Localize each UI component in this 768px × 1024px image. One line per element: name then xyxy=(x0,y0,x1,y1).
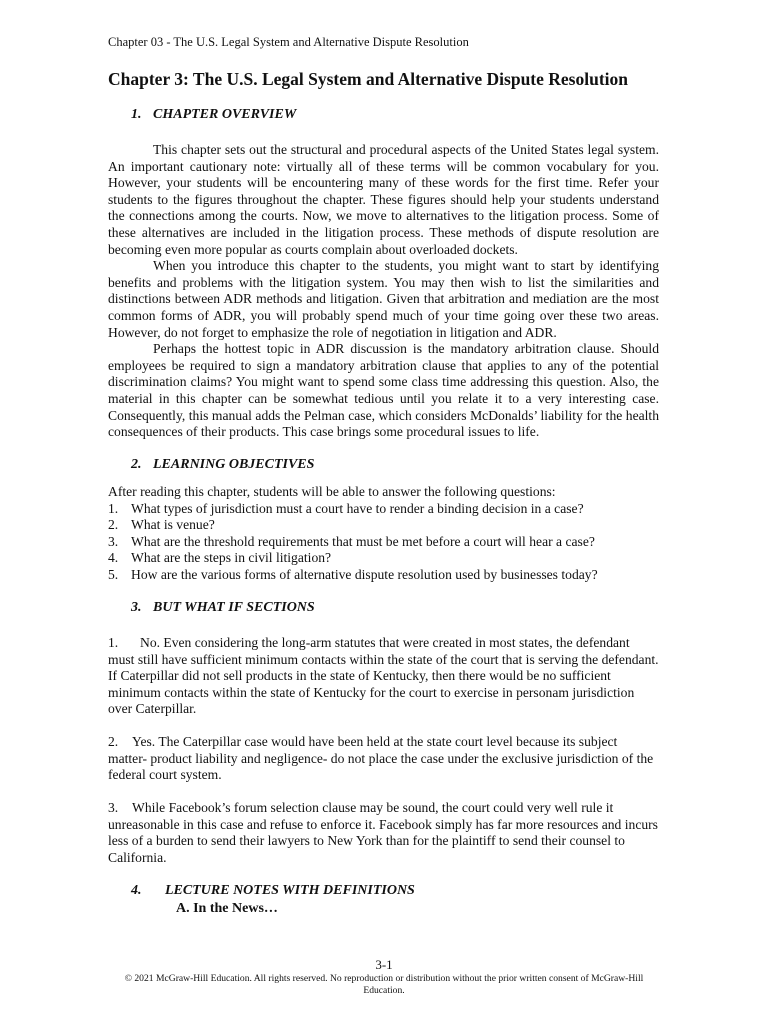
section-number: 3. xyxy=(131,600,142,615)
copyright-text: © 2021 McGraw-Hill Education. All rights reserved. No reproduction or distribution without the prior written consent of McGraw-Hill Education. xyxy=(124,973,644,996)
section-title: CHAPTER OVERVIEW xyxy=(153,107,297,122)
list-number: 3. xyxy=(108,800,119,815)
list-number: 1. xyxy=(108,635,119,650)
list-text: What are the steps in civil litigation? xyxy=(131,550,332,566)
section-title: LEARNING OBJECTIVES xyxy=(153,457,315,472)
list-text: What is venue? xyxy=(131,517,215,533)
list-item xyxy=(108,567,659,584)
list-text: No. Even considering the long-arm statutes that were created in most states, the defendant must still have sufficient minimum contacts within the state of the court that is serving the defendant. If Caterpillar did not sell products in the state of Kentucky, then there would be no sufficient minimum contacts within the state of Kentucky for the court to exercise in personam jurisdiction over Caterpillar. xyxy=(108,635,659,717)
list-text: What types of jurisdiction must a court have to render a binding decision in a case? xyxy=(131,500,584,516)
but-what-if-item xyxy=(108,635,659,718)
list-item xyxy=(108,517,659,534)
list-text: What are the threshold requirements that must be met before a court will hear a case? xyxy=(131,533,595,549)
objectives-intro: After reading this chapter, students will be able to answer the following questions: xyxy=(108,484,556,499)
section-title: LECTURE NOTES WITH DEFINITIONS xyxy=(165,883,415,898)
list-text: While Facebook’s forum selection clause may be sound, the court could very well rule it unreasonable in this case and refuse to enforce it. Facebook simply has far more resources and incurs less of a burden to send their lawyers to New York than for the plaintiff to send their counsel to California. xyxy=(108,800,658,865)
but-what-if-item xyxy=(108,800,659,866)
objectives-list xyxy=(108,501,659,584)
but-what-if-item xyxy=(108,734,659,784)
section-number: 2. xyxy=(131,457,142,472)
page-number: 3-1 xyxy=(375,957,393,972)
list-item xyxy=(108,550,659,567)
section-heading-overview xyxy=(131,107,296,123)
section-heading-but-what-if xyxy=(131,600,315,616)
objectives-body xyxy=(108,484,659,584)
overview-paragraph: When you introduce this chapter to the students, you might want to start by identifying benefits and problems with the litigation system. You may then wish to list the similarities and distinctions between ADR methods and litigation. Given that arbitration and mediation are the most common forms of ADR, you will probably spend much of your time going over these two areas. However, do not forget to emphasize the role of negotiation in litigation and ADR. xyxy=(108,258,659,340)
subsection-heading: A. In the News… xyxy=(176,901,278,916)
section-number: 1. xyxy=(131,107,142,122)
section-number: 4. xyxy=(131,883,142,898)
list-text: How are the various forms of alternative dispute resolution used by businesses today? xyxy=(131,566,598,582)
overview-body xyxy=(108,142,659,441)
overview-paragraph: Perhaps the hottest topic in ADR discussion is the mandatory arbitration clause. Should employees be required to sign a mandatory arbitration clause that applies to any of the potential discrimination claims? You might want to spend some class time addressing this question. Also, the material in this chapter can be somewhat tedious until you relate it to a very interesting case. Consequently, this manual adds the Pelman case, which considers McDonalds’ liability for the health consequences of their products. This case brings some procedural issues to life. xyxy=(108,341,659,440)
list-text: Yes. The Caterpillar case would have been held at the state court level because its subject matter- product liability and negligence- do not place the case under the exclusive jurisdiction of the federal court system. xyxy=(108,734,654,783)
list-number: 1. xyxy=(108,500,119,516)
chapter-title: Chapter 3: The U.S. Legal System and Alternative Dispute Resolution xyxy=(108,69,629,89)
list-number: 5. xyxy=(108,566,119,582)
list-number: 2. xyxy=(108,517,119,533)
running-header: Chapter 03 - The U.S. Legal System and Alternative Dispute Resolution xyxy=(108,35,469,49)
section-title: BUT WHAT IF SECTIONS xyxy=(153,600,315,615)
section-heading-lecture-notes xyxy=(131,883,415,899)
list-item xyxy=(108,501,659,518)
list-number: 4. xyxy=(108,550,119,566)
section-heading-objectives xyxy=(131,457,314,473)
list-item xyxy=(108,534,659,551)
list-number: 3. xyxy=(108,533,119,549)
overview-paragraph: This chapter sets out the structural and procedural aspects of the United States legal system. An important cautionary note: virtually all of these terms will be common vocabulary for you. However, your students will be encountering many of these words for the first time. Refer your students to the figures throughout the chapter. These figures should help your students understand the connections among the courts. Now, we move to alternatives to the litigation process. Some of these alternatives are included in the litigation process. These methods of dispute resolution are becoming even more popular as courts complain about overloaded dockets. xyxy=(108,142,659,257)
copyright-notice xyxy=(0,973,768,997)
list-number: 2. xyxy=(108,734,119,749)
